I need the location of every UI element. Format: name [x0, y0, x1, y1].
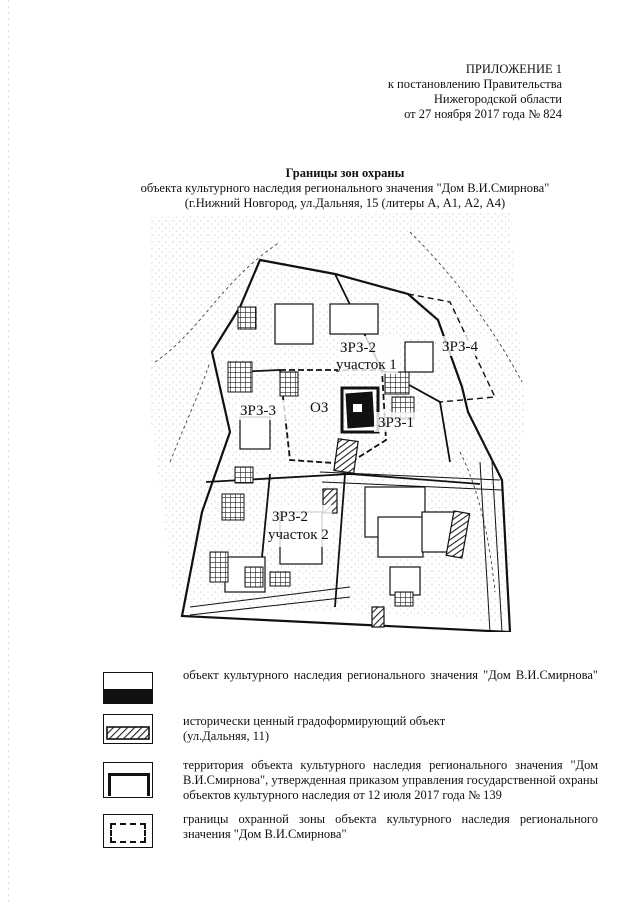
document-title: Границы зон охраны: [285, 166, 405, 180]
legend-text-historic-line2: (ул.Дальняя, 11): [183, 729, 269, 743]
legend-symbol-protection-zone: [103, 814, 153, 848]
document-subtitle-2: (г.Нижний Новгород, ул.Дальняя, 15 (литеры А, А1, А2, А4): [184, 196, 506, 210]
appendix-header: [300, 62, 562, 122]
label-oz: ОЗ: [310, 400, 329, 416]
scan-margin-line: [8, 0, 9, 905]
label-zrz3: ЗРЗ-3: [240, 403, 277, 419]
label-zrz2-area1: ЗРЗ-2: [340, 340, 377, 356]
heritage-object-smirnov-house: [342, 388, 378, 432]
label-zrz1: ЗРЗ-1: [378, 415, 415, 431]
terrain-background: [150, 212, 525, 622]
label-zrz4: ЗРЗ-4: [442, 339, 479, 355]
label-zrz2-area2-sub: участок 2: [268, 527, 329, 543]
legend-symbol-territory: [103, 762, 153, 798]
appendix-line-2: к постановлению Правительства: [387, 77, 562, 91]
legend-symbol-historic: [103, 714, 153, 744]
legend-text-territory: территория объекта культурного наследия регионального значения "Дом В.И.Смирнова", утвержденная приказом управления государственной охраны объектов культурного наследия от 12 июля 2017 года № 139: [183, 758, 598, 802]
appendix-line-3: Нижегородской области: [433, 92, 562, 106]
label-zrz2-area1-sub: участок 1: [336, 357, 397, 373]
appendix-title: ПРИЛОЖЕНИЕ 1: [465, 62, 562, 76]
label-zrz2-area2: ЗРЗ-2: [272, 509, 309, 525]
document-heading: [40, 166, 640, 211]
document-subtitle-1: объекта культурного наследия регионального значения "Дом В.И.Смирнова": [140, 181, 550, 195]
legend-text-heritage: объект культурного наследия регионального значения "Дом В.И.Смирнова": [183, 668, 598, 682]
appendix-line-4: от 27 ноября 2017 года № 824: [404, 107, 562, 121]
legend-text-historic-line1: исторически ценный градоформирующий объект: [183, 714, 446, 728]
zone-map: [150, 212, 530, 632]
legend-text-protection-zone: границы охранной зоны объекта культурного наследия регионального значения "Дом В.И.Смирнова": [183, 812, 598, 841]
legend-symbol-heritage: [103, 672, 153, 704]
legend-text-historic: [183, 714, 598, 744]
